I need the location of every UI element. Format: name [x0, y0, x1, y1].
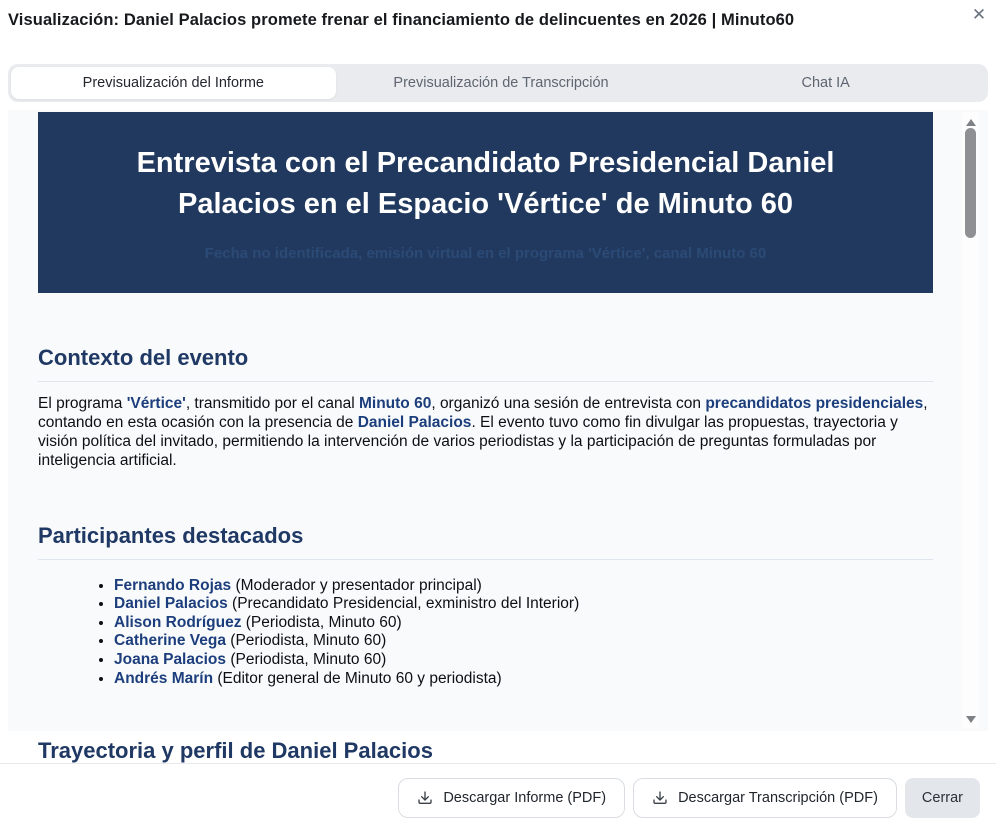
scroll-down-icon[interactable]: [962, 712, 979, 726]
participant-role: (Editor general de Minuto 60 y periodista): [213, 669, 502, 687]
close-icon[interactable]: ✕: [966, 2, 992, 28]
participant-role: (Precandidato Presidencial, exministro del Interior): [227, 595, 580, 613]
text-segment: El programa: [38, 395, 127, 412]
list-item: [114, 595, 933, 614]
report-preview-pane[interactable]: [8, 110, 988, 764]
list-item: [114, 577, 933, 596]
download-transcript-label: Descargar Transcripción (PDF): [678, 789, 878, 806]
tab-ai-chat[interactable]: Chat IA: [801, 75, 850, 91]
text-segment: , contando en esta ocasión con la presencia de: [38, 395, 928, 431]
highlighted-term: Minuto 60: [358, 395, 432, 412]
participant-name: Catherine Vega: [114, 632, 226, 650]
text-segment: , organizó una sesión de entrevista con: [431, 395, 706, 412]
report-subtitle: Fecha no identificada, emisión virtual en el programa 'Vértice', canal Minuto 60: [204, 244, 767, 262]
list-item: [114, 670, 933, 689]
highlighted-term: 'Vértice': [126, 395, 186, 412]
report-document: [8, 110, 988, 774]
report-title: Entrevista con el Precandidato Presidencial Daniel Palacios en el Espacio 'Vértice' de Minuto 60: [136, 147, 835, 220]
participant-name: Daniel Palacios: [114, 595, 228, 613]
section-heading-trajectory: Trayectoria y perfil de Daniel Palacios: [38, 738, 433, 764]
modal-title: Visualización: Daniel Palacios promete frenar el financiamiento de delincuentes en 2026 | Minuto60: [8, 11, 795, 29]
participant-name: Andrés Marín: [114, 669, 214, 687]
download-transcript-button[interactable]: [633, 778, 897, 818]
modal-footer: [0, 763, 996, 831]
participant-role: (Periodista, Minuto 60): [241, 613, 402, 631]
tab-transcript-preview[interactable]: Previsualización de Transcripción: [393, 75, 609, 91]
download-report-button[interactable]: [398, 778, 625, 818]
text-segment: , transmitido por el canal: [185, 395, 359, 412]
tab-bar: [8, 64, 988, 102]
section-heading-context: Contexto del evento: [38, 345, 933, 382]
participant-name: Fernando Rojas: [114, 576, 232, 594]
participant-name: Alison Rodríguez: [114, 613, 242, 631]
download-icon: [417, 790, 433, 806]
participant-name: Joana Palacios: [114, 651, 227, 668]
scroll-up-icon[interactable]: [962, 115, 979, 129]
scrollbar-thumb[interactable]: [965, 128, 976, 238]
list-item: [114, 632, 933, 651]
report-hero-banner: [38, 112, 933, 293]
list-item: [114, 651, 933, 670]
participants-list: [38, 577, 933, 689]
download-icon: [652, 790, 668, 806]
highlighted-term: precandidatos presidenciales: [705, 395, 924, 412]
participant-role: (Periodista, Minuto 60): [226, 632, 387, 650]
list-item: [114, 614, 933, 633]
close-button[interactable]: Cerrar: [905, 778, 980, 818]
context-paragraph: [38, 395, 933, 471]
section-heading-participants: Participantes destacados: [38, 523, 933, 560]
download-report-label: Descargar Informe (PDF): [443, 789, 607, 806]
participant-role: (Periodista, Minuto 60): [226, 651, 387, 668]
highlighted-term: Daniel Palacios: [357, 413, 472, 431]
text-segment: . El evento tuvo como fin divulgar las propuestas, trayectoria y visión política del invitado, permitiendo la intervención de varios periodistas y la participación de preguntas formuladas por inteligencia artificial.: [38, 413, 898, 469]
preview-scrollbar[interactable]: [962, 112, 979, 729]
participant-role: (Moderador y presentador principal): [231, 576, 482, 594]
tab-report-preview[interactable]: Previsualización del Informe: [11, 67, 336, 99]
